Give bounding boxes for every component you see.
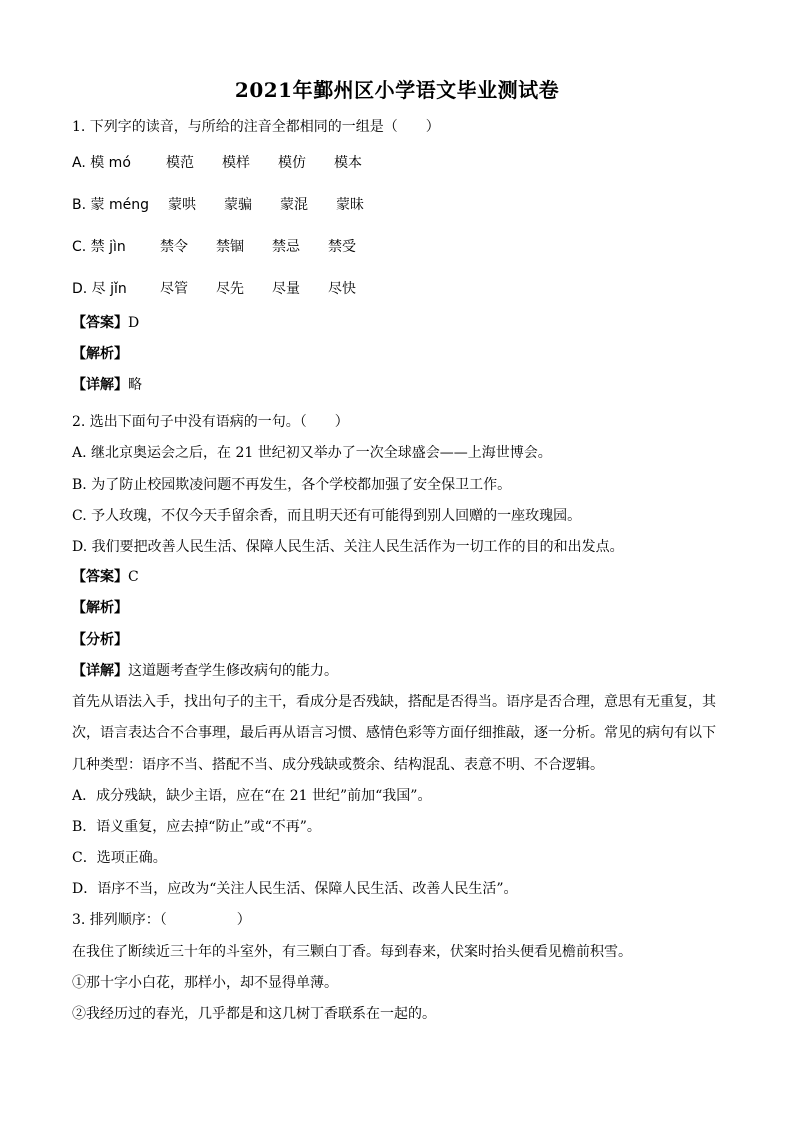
- q1-option-word: 模仿: [278, 155, 306, 171]
- answer-value: D: [128, 315, 140, 331]
- fenxi-tag: 【分析】: [72, 632, 128, 648]
- q1-option-word: 蒙骗: [224, 197, 252, 213]
- q2-option-a: A. 继北京奥运会之后，在 21 世纪初又举办了一次全球盛会——上海世博会。: [72, 445, 552, 461]
- q1-option-word: 模范: [166, 155, 194, 171]
- q3-stem: 3. 排列顺序：（ ）: [72, 912, 251, 928]
- q1-option-label: A. 模 mó: [72, 155, 131, 171]
- answer-tag: 【答案】: [72, 569, 128, 585]
- q1-option-label: C. 禁 jìn: [72, 239, 126, 255]
- q2-fenxi: [72, 631, 128, 649]
- q2-para-line: 次，语言表达合不合事理，最后再从语言习惯、感情色彩等方面仔细推敲，逐一分析。常见的病句有以下: [72, 725, 716, 741]
- q1-analysis: [72, 345, 128, 363]
- q1-answer: [72, 314, 139, 332]
- q1-option-word: 尽快: [328, 281, 356, 297]
- q1-option-word: 禁受: [328, 239, 356, 255]
- q2-explain-c: C．选项正确。: [72, 850, 167, 866]
- q2-detail: [72, 662, 338, 680]
- q1-detail: [72, 376, 142, 394]
- q1-option-label: B. 蒙 méng: [72, 197, 149, 213]
- q1-option-word: 尽管: [160, 281, 188, 297]
- q2-option-b: B. 为了防止校园欺凌问题不再发生，各个学校都加强了安全保卫工作。: [72, 477, 512, 493]
- q2-explain-a: A．成分残缺，缺少主语，应在“在 21 世纪”前加“我国”。: [72, 788, 432, 804]
- answer-tag: 【答案】: [72, 315, 128, 331]
- q2-analysis: [72, 599, 128, 617]
- detail-text: 略: [128, 377, 142, 393]
- q1-option-word: 模本: [334, 155, 362, 171]
- q1-option-word: 模样: [222, 155, 250, 171]
- q2-answer: [72, 568, 139, 586]
- q1-stem: 1. 下列字的读音，与所给的注音全都相同的一组是（ ）: [72, 119, 440, 135]
- q1-option-word: 蒙昧: [336, 197, 364, 213]
- q3-line: 在我住了断续近三十年的斗室外，有三颗白丁香。每到春来，伏案时抬头便看见檐前积雪。: [72, 944, 632, 960]
- answer-value: C: [128, 569, 139, 585]
- detail-text: 这道题考查学生修改病句的能力。: [128, 663, 338, 679]
- q2-option-d: D. 我们要把改善人民生活、保障人民生活、关注人民生活作为一切工作的目的和出发点。: [72, 539, 624, 555]
- q2-explain-d: D．语序不当，应改为“关注人民生活、保障人民生活、改善人民生活”。: [72, 881, 518, 897]
- q2-explain-b: B．语义重复，应去掉“防止”或“不再”。: [72, 819, 321, 835]
- q3-line: ①那十字小白花，那样小，却不显得单薄。: [72, 975, 338, 991]
- q1-option-word: 禁忌: [272, 239, 300, 255]
- q2-option-c: C. 予人玫瑰，不仅今天手留余香，而且明天还有可能得到别人回赠的一座玫瑰园。: [72, 508, 582, 524]
- q1-option-word: 蒙混: [280, 197, 308, 213]
- q1-option-word: 尽先: [216, 281, 244, 297]
- analysis-tag: 【解析】: [72, 600, 128, 616]
- q3-line: ②我经历过的春光，几乎都是和这几树丁香联系在一起的。: [72, 1006, 436, 1022]
- q1-option-word: 尽量: [272, 281, 300, 297]
- q1-option-word: 禁令: [160, 239, 188, 255]
- q2-para-line: 几种类型：语序不当、搭配不当、成分残缺或赘余、结构混乱、表意不明、不合逻辑。: [72, 757, 604, 773]
- q1-option-word: 禁锢: [216, 239, 244, 255]
- q1-option-word: 蒙哄: [168, 197, 196, 213]
- q2-para-line: 首先从语法入手，找出句子的主干，看成分是否残缺，搭配是否得当。语序是否合理，意思有无重复，其: [72, 694, 716, 710]
- analysis-tag: 【解析】: [72, 346, 128, 362]
- q2-stem: 2. 选出下面句子中没有语病的一句。（ ）: [72, 414, 349, 430]
- detail-tag: 【详解】: [72, 663, 128, 679]
- detail-tag: 【详解】: [72, 377, 128, 393]
- q1-option-label: D. 尽 jǐn: [72, 281, 127, 297]
- page-title: 2021年鄞州区小学语文毕业测试卷: [234, 78, 560, 102]
